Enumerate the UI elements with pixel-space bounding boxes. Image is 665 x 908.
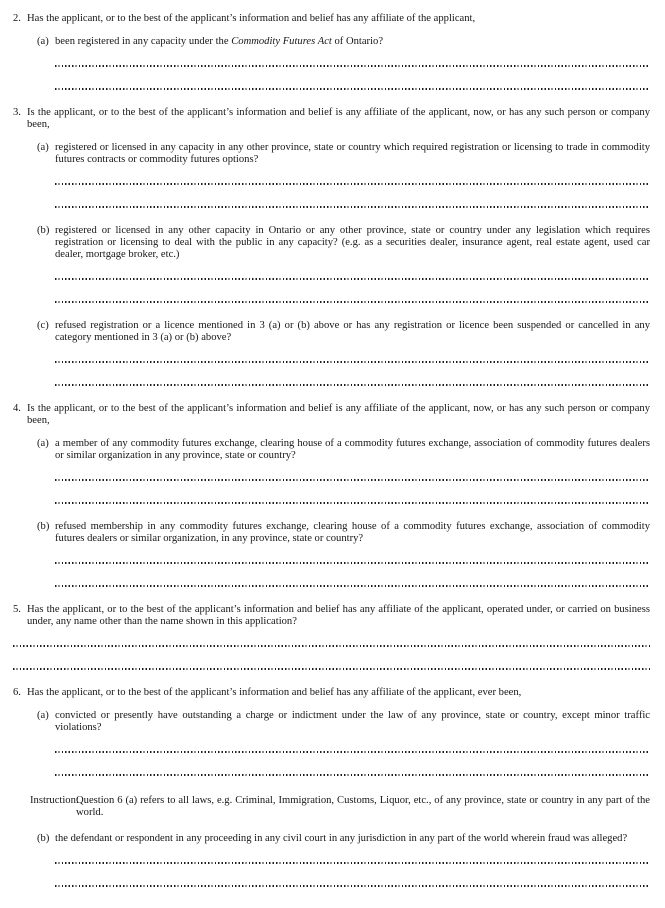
answer-line <box>55 751 650 753</box>
answer-line <box>55 862 650 864</box>
answer-line <box>55 278 650 280</box>
question-heading <box>13 403 650 427</box>
question-4 <box>13 403 650 587</box>
text-segment: convicted or presently have outstanding a charge or indictment under the law of any province, state or country, except minor traffic violations? <box>55 710 650 733</box>
question-heading <box>13 604 650 628</box>
subquestion-a <box>37 142 650 208</box>
subquestion-letter: (a) <box>37 438 49 449</box>
answer-area <box>55 361 650 386</box>
subquestion-text <box>55 36 650 48</box>
answer-line <box>55 774 650 776</box>
subquestion-heading <box>37 142 650 166</box>
subquestion-text <box>55 710 650 734</box>
question-text <box>27 403 650 427</box>
subquestion-text <box>55 142 650 166</box>
answer-area <box>55 562 650 587</box>
answer-line <box>13 645 650 647</box>
text-segment: Is the applicant, or to the best of the applicant’s information and belief is any affiliate of the applicant, now, or has any such person or company been, <box>27 107 650 130</box>
question-6-continuation <box>13 833 650 887</box>
text-segment: refused registration or a licence mentioned in 3 (a) or (b) above or has any registration or licence been suspended or cancelled in any category mentioned in 3 (a) or (b) above? <box>55 320 650 343</box>
subquestion-heading <box>37 438 650 462</box>
question-text <box>27 687 650 699</box>
subquestion-letter: (a) <box>37 710 49 721</box>
subquestion-a <box>37 710 650 776</box>
answer-line <box>55 88 650 90</box>
subquestion-text <box>55 833 650 845</box>
answer-area <box>55 65 650 90</box>
answer-line <box>55 301 650 303</box>
subquestion-heading <box>37 225 650 261</box>
instruction-label: Instruction: <box>30 795 79 806</box>
answer-line <box>55 885 650 887</box>
answer-line <box>55 479 650 481</box>
subquestion-letter: (b) <box>37 833 50 844</box>
text-segment: the defendant or respondent in any proceeding in any civil court in any jurisdiction in any part of the world wherein fraud was alleged? <box>55 833 628 844</box>
answer-line <box>13 668 650 670</box>
question-2 <box>13 13 650 90</box>
subquestion-heading <box>37 710 650 734</box>
text-segment: been registered in any capacity under the <box>55 36 232 47</box>
text-segment: refused membership in any commodity futures exchange, clearing house of a commodity futures exchange, association of commodity futures dealers or similar organization, in any province, state or country? <box>55 521 650 544</box>
form-content <box>13 13 650 887</box>
subquestion-text <box>55 521 650 545</box>
answer-area <box>55 751 650 776</box>
question-text <box>27 107 650 131</box>
answer-line <box>55 206 650 208</box>
question-heading <box>13 13 650 25</box>
subquestion-text <box>55 225 650 261</box>
subquestion-letter: (c) <box>37 320 49 331</box>
subquestion-b <box>37 833 650 887</box>
text-segment: registered or licensed in any capacity in any other province, state or country which required registration or licensing to trade in commodity futures contracts or commodity futures options? <box>55 142 650 165</box>
subquestion-a <box>37 438 650 504</box>
text-segment: Is the applicant, or to the best of the applicant’s information and belief is any affiliate of the applicant, now, or has any such person or company been, <box>27 403 650 426</box>
question-heading <box>13 687 650 699</box>
subquestion-heading <box>37 320 650 344</box>
question-number: 6. <box>13 687 21 698</box>
text-segment: registered or licensed in any other capacity in Ontario or any other province, state or country under any legislation which requires registration or licensing to deal with the public in any capacity? (e.g. as a securities dealer, insurance agent, real estate agent, used car dealer, mortgage broker, etc.) <box>55 225 650 260</box>
text-segment: a member of any commodity futures exchange, clearing house of a commodity futures exchange, association of commodity futures dealers or similar organization in any province, state or country? <box>55 438 650 461</box>
subquestion-text <box>55 320 650 344</box>
text-segment: of Ontario? <box>331 36 384 47</box>
question-3 <box>13 107 650 386</box>
answer-line <box>55 65 650 67</box>
subquestion-letter: (b) <box>37 225 50 236</box>
answer-area <box>55 479 650 504</box>
answer-line <box>55 384 650 386</box>
answer-area <box>55 278 650 303</box>
answer-line <box>55 562 650 564</box>
answer-area <box>55 862 650 887</box>
answer-line <box>55 361 650 363</box>
instruction-note <box>30 795 650 819</box>
question-number: 4. <box>13 403 21 414</box>
subquestion-b <box>37 225 650 303</box>
text-segment: Has the applicant, or to the best of the applicant’s information and belief has any affiliate of the applicant, operated under, or carried on business under, any name other than the name shown in this application? <box>27 604 650 627</box>
text-segment: Has the applicant, or to the best of the applicant’s information and belief has any affiliate of the applicant, ever been, <box>27 687 522 698</box>
subquestion-letter: (b) <box>37 521 50 532</box>
subquestion-text <box>55 438 650 462</box>
answer-line <box>55 585 650 587</box>
subquestion-letter: (a) <box>37 36 49 47</box>
subquestion-heading <box>37 521 650 545</box>
answer-area <box>13 645 650 670</box>
question-number: 2. <box>13 13 21 24</box>
subquestion-letter: (a) <box>37 142 49 153</box>
question-text <box>27 604 650 628</box>
subquestion-c <box>37 320 650 386</box>
answer-line <box>55 183 650 185</box>
answer-line <box>55 502 650 504</box>
italic-text-segment: Commodity Futures Act <box>231 36 332 47</box>
subquestion-b <box>37 521 650 587</box>
subquestion-heading <box>37 833 650 845</box>
question-number: 5. <box>13 604 21 615</box>
instruction-text <box>76 795 650 819</box>
question-number: 3. <box>13 107 21 118</box>
question-text <box>27 13 650 25</box>
question-heading <box>13 107 650 131</box>
question-6 <box>13 687 650 776</box>
subquestion-heading <box>37 36 650 48</box>
question-5 <box>13 604 650 670</box>
subquestion-a <box>37 36 650 90</box>
answer-area <box>55 183 650 208</box>
text-segment: Question 6 (a) refers to all laws, e.g. Criminal, Immigration, Customs, Liquor, etc., of any province, state or country in any part of the world. <box>76 795 650 818</box>
text-segment: Has the applicant, or to the best of the applicant’s information and belief has any affiliate of the applicant, <box>27 13 476 24</box>
